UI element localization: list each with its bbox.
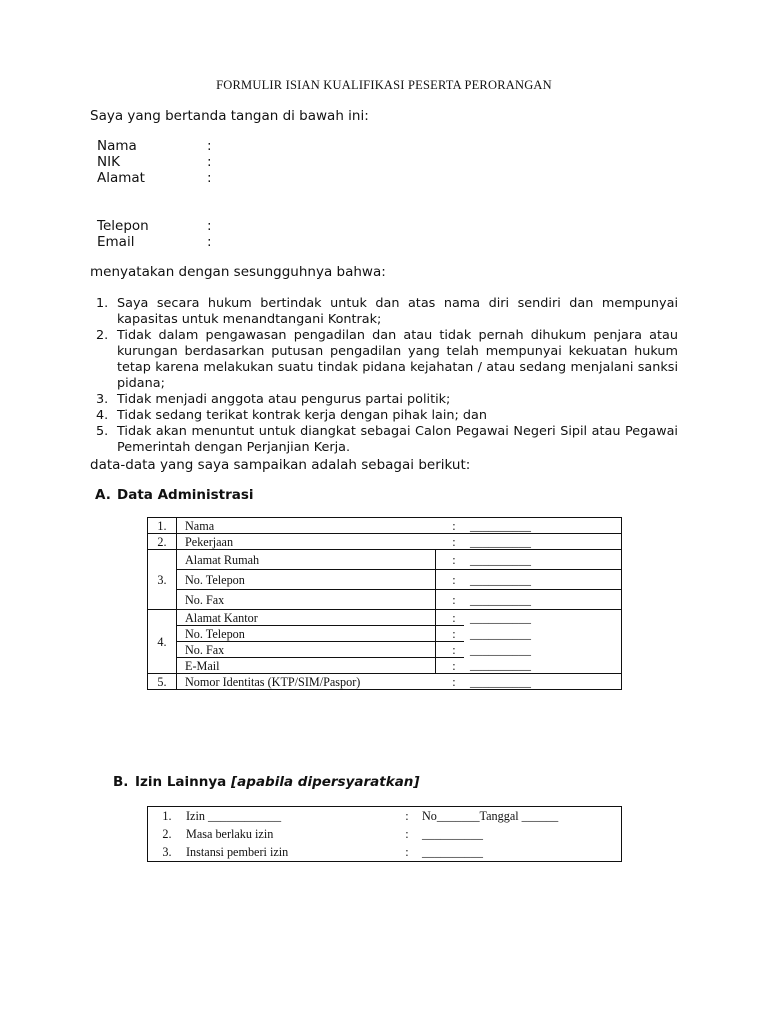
statement-item	[90, 296, 678, 328]
colon: :	[452, 674, 456, 689]
colon: :	[444, 610, 464, 626]
statement-number: 2.	[96, 328, 109, 343]
row-label: No. Telepon	[177, 570, 436, 590]
data-intro-text: data-data yang saya sampaikan adalah sebagai berikut:	[90, 457, 471, 473]
table-row	[148, 658, 622, 674]
statement-list	[90, 296, 678, 456]
blank-field[interactable]: __________	[464, 534, 622, 550]
row-number: 3.	[162, 845, 172, 859]
table-row	[148, 626, 622, 642]
row-label: Pekerjaan	[177, 534, 445, 550]
colon: :	[405, 845, 409, 859]
table-row	[148, 590, 622, 610]
identity-telepon	[97, 218, 297, 234]
colon: :	[444, 642, 464, 658]
identity-label: Email	[97, 234, 135, 250]
table-row	[148, 570, 622, 590]
section-title: Data Administrasi	[117, 487, 254, 503]
colon: :	[405, 827, 409, 841]
colon: :	[444, 550, 464, 570]
statement-item	[90, 408, 678, 424]
row-number: 1.	[148, 518, 177, 534]
colon: :	[444, 570, 464, 590]
row-label: E-Mail	[177, 658, 436, 674]
colon: :	[207, 234, 212, 250]
intro-text: Saya yang bertanda tangan di bawah ini:	[90, 108, 369, 124]
row-number: 2.	[162, 827, 172, 841]
blank-field[interactable]: __________	[470, 610, 531, 625]
row-number: 5.	[148, 674, 177, 690]
colon: :	[444, 518, 464, 534]
blank-field[interactable]: No_______Tanggal ______	[422, 809, 559, 823]
colon: :	[207, 218, 212, 234]
section-letter: A.	[95, 487, 111, 503]
statement-item	[90, 328, 678, 392]
colon: :	[444, 534, 464, 550]
identity-label: NIK	[97, 154, 120, 170]
blank-field[interactable]: __________	[470, 674, 531, 689]
blank-field[interactable]: __________	[422, 845, 483, 859]
blank-field[interactable]: __________	[464, 550, 622, 570]
section-a-heading	[95, 487, 254, 503]
row-label: No. Telepon	[177, 626, 436, 642]
statement-number: 3.	[96, 392, 109, 407]
statement-number: 4.	[96, 408, 109, 423]
statement-item	[90, 392, 678, 408]
row-label: Alamat Kantor	[177, 610, 436, 626]
identity-label: Alamat	[97, 170, 145, 186]
section-letter: B.	[113, 774, 129, 790]
form-title: FORMULIR ISIAN KUALIFIKASI PESERTA PERORANGAN	[216, 78, 552, 92]
identity-nik	[97, 154, 297, 170]
row-label: Izin ____________	[186, 809, 282, 823]
blank-field[interactable]: __________	[464, 570, 622, 590]
colon: :	[207, 154, 212, 170]
blank-field[interactable]: __________	[464, 658, 622, 674]
table-row	[148, 550, 622, 570]
blank-field[interactable]: __________	[464, 518, 622, 534]
identity-label: Telepon	[97, 218, 149, 234]
declare-text: menyatakan dengan sesungguhnya bahwa:	[90, 264, 386, 280]
table-row	[148, 807, 622, 826]
row-number: 2.	[148, 534, 177, 550]
statement-text: Saya secara hukum bertindak untuk dan atas nama diri sendiri dan mempunyai kapasitas untuk menandtangani Kontrak;	[117, 296, 678, 327]
colon: :	[207, 138, 212, 154]
blank-field[interactable]: __________	[470, 642, 531, 657]
row-number: 3.	[148, 550, 177, 610]
section-b-heading	[113, 774, 420, 790]
table-row	[148, 534, 622, 550]
identity-alamat	[97, 170, 297, 186]
row-label: Nama	[177, 518, 445, 534]
table-row	[148, 642, 622, 658]
statement-text: Tidak sedang terikat kontrak kerja dengan pihak lain; dan	[117, 408, 487, 423]
table-row	[148, 518, 622, 534]
row-number: 1.	[162, 809, 172, 823]
colon: :	[444, 590, 464, 610]
blank-field[interactable]: __________	[464, 590, 622, 610]
colon: :	[444, 658, 464, 674]
blank-field[interactable]: __________	[470, 626, 531, 641]
row-label: Nomor Identitas (KTP/SIM/Paspor)	[185, 674, 361, 689]
row-label: No. Fax	[177, 590, 436, 610]
row-label: No. Fax	[177, 642, 436, 658]
table-row	[148, 843, 622, 862]
data-administrasi-table	[147, 517, 622, 690]
identity-email	[97, 234, 297, 250]
row-label: Alamat Rumah	[177, 550, 436, 570]
row-label: Instansi pemberi izin	[186, 845, 289, 859]
statement-text: Tidak akan menuntut untuk diangkat sebagai Calon Pegawai Negeri Sipil atau Pegawai Pemerintah dengan Perjanjian Kerja.	[117, 424, 678, 455]
colon: :	[207, 170, 212, 186]
statement-number: 5.	[96, 424, 109, 439]
blank-field[interactable]: __________	[422, 827, 483, 841]
izin-lainnya-table	[147, 806, 622, 862]
section-title: Izin Lainnya	[135, 774, 227, 790]
table-row	[148, 674, 622, 690]
row-label: Masa berlaku izin	[186, 827, 274, 841]
row-number: 4.	[148, 610, 177, 674]
table-row	[148, 610, 622, 626]
identity-label: Nama	[97, 138, 137, 154]
colon: :	[405, 809, 409, 823]
statement-text: Tidak dalam pengawasan pengadilan dan atau tidak pernah dihukum penjara atau kurungan berdasarkan putusan pengadilan yang telah mempunyai kekuatan hukum tetap karena melakukan suatu tindak pidana kejahatan / atau sedang menjalani sanksi pidana;	[117, 328, 678, 391]
statement-item	[90, 424, 678, 456]
table-row	[148, 825, 622, 843]
colon: :	[444, 626, 464, 642]
statement-text: Tidak menjadi anggota atau pengurus partai politik;	[117, 392, 451, 407]
statement-number: 1.	[96, 296, 109, 311]
identity-nama	[97, 138, 297, 154]
section-note: [apabila dipersyaratkan]	[231, 774, 420, 790]
